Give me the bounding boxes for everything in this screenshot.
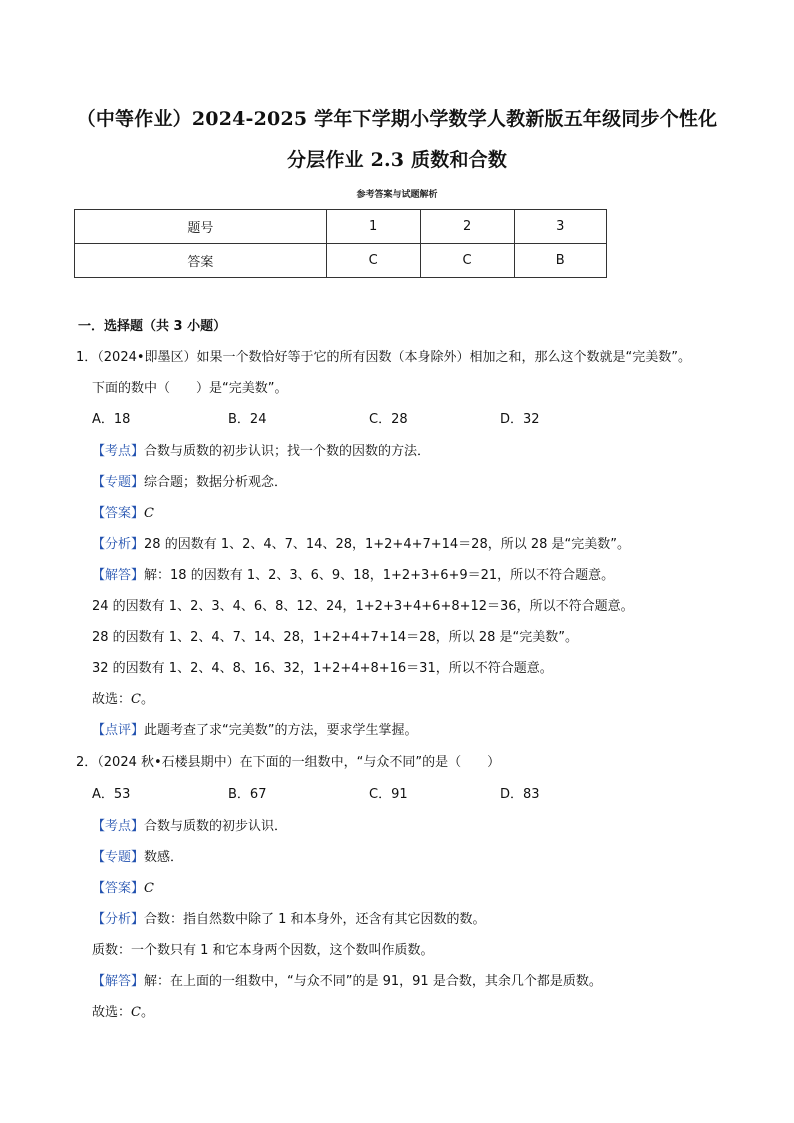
q1-dianping bbox=[92, 722, 418, 740]
table-cell-number: 1 bbox=[326, 210, 420, 244]
q1-jieda-line-3: 28 的因数有 1、2、4、7、14、28，1+2+4+7+14＝28，所以 28 是“完美数”。 bbox=[92, 630, 578, 645]
q1-option-b: B．24 bbox=[228, 412, 267, 427]
q2-zhuanti bbox=[92, 849, 183, 867]
zhuanti-label: 【专题】 bbox=[92, 850, 145, 865]
daan-label: 【答案】 bbox=[92, 506, 145, 521]
q1-stem-line-2: 下面的数中（ ）是“完美数”。 bbox=[92, 381, 288, 396]
document-title-line-2: 分层作业 2.3 质数和合数 bbox=[286, 149, 508, 171]
document-title-line-1: （中等作业）2024-2025 学年下学期小学数学人教新版五年级同步个性化 bbox=[76, 108, 718, 130]
jieda-label: 【解答】 bbox=[92, 974, 145, 989]
q2-choice-value: C bbox=[131, 1005, 141, 1020]
q1-fenxi-text: 28 的因数有 1、2、4、7、14、28，1+2+4+7+14＝28，所以 28 是“完美数”。 bbox=[144, 537, 631, 552]
q2-fenxi-text: 合数：指自然数中除了 1 和本身外，还含有其它因数的数。 bbox=[144, 912, 486, 927]
q1-jieda bbox=[92, 567, 614, 585]
q1-option-d: D．32 bbox=[500, 412, 540, 427]
kaodian-label: 【考点】 bbox=[92, 444, 145, 459]
q2-option-b: B．67 bbox=[228, 787, 267, 802]
q1-option-c: C．28 bbox=[369, 412, 408, 427]
q2-jieda-text: 解：在上面的一组数中，“与众不同”的是 91，91 是合数，其余几个都是质数。 bbox=[144, 974, 602, 989]
table-cell-number: 3 bbox=[514, 210, 606, 244]
q2-jieda bbox=[92, 973, 602, 991]
q2-choice-suffix: 。 bbox=[140, 1005, 154, 1020]
q1-jieda-line-2: 24 的因数有 1、2、3、4、6、8、12、24，1+2+3+4+6+8+12＝36，所以不符合题意。 bbox=[92, 599, 634, 614]
q2-stem-line-1: 2．（2024 秋•石楼县期中）在下面的一组数中，“与众不同”的是（ ） bbox=[76, 755, 501, 770]
document-subtitle: 参考答案与试题解析 bbox=[356, 190, 438, 200]
q1-choice-value: C bbox=[131, 692, 141, 707]
q2-fenxi-line-2: 质数：一个数只有 1 和它本身两个因数，这个数叫作质数。 bbox=[92, 943, 434, 958]
table-cell-answer: C bbox=[326, 244, 420, 278]
q2-answer bbox=[92, 880, 154, 898]
answer-table-row-numbers bbox=[75, 210, 607, 244]
q1-stem-line-1: 1．（2024•即墨区）如果一个数恰好等于它的所有因数（本身除外）相加之和，那么这个数就是“完美数”。 bbox=[76, 350, 691, 365]
zhuanti-label: 【专题】 bbox=[92, 475, 145, 490]
answer-table bbox=[74, 209, 607, 278]
q1-choice-prefix: 故选： bbox=[92, 692, 132, 707]
q2-kaodian bbox=[92, 818, 287, 836]
table-cell-answer: B bbox=[514, 244, 606, 278]
q2-kaodian-text: 合数与质数的初步认识． bbox=[144, 819, 288, 834]
q1-fenxi bbox=[92, 536, 630, 554]
table-row-label: 题号 bbox=[75, 210, 327, 244]
kaodian-label: 【考点】 bbox=[92, 819, 145, 834]
table-cell-number: 2 bbox=[420, 210, 514, 244]
q1-kaodian-text: 合数与质数的初步认识；找一个数的因数的方法． bbox=[144, 444, 431, 459]
q1-choice bbox=[92, 691, 154, 709]
q2-choice-prefix: 故选： bbox=[92, 1005, 132, 1020]
dianping-label: 【点评】 bbox=[92, 723, 145, 738]
q1-dianping-text: 此题考查了求“完美数”的方法，要求学生掌握。 bbox=[144, 723, 418, 738]
q1-answer-text: C bbox=[144, 506, 154, 521]
jieda-label: 【解答】 bbox=[92, 568, 145, 583]
q2-option-c: C．91 bbox=[369, 787, 408, 802]
q1-option-a: A．18 bbox=[92, 412, 131, 427]
section-title: 一．选择题（共 3 小题） bbox=[78, 319, 227, 334]
q1-choice-suffix: 。 bbox=[140, 692, 154, 707]
fenxi-label: 【分析】 bbox=[92, 537, 145, 552]
answer-table-row-answers bbox=[75, 244, 607, 278]
q1-answer bbox=[92, 505, 154, 523]
q1-zhuanti bbox=[92, 474, 287, 492]
daan-label: 【答案】 bbox=[92, 881, 145, 896]
table-row-label: 答案 bbox=[75, 244, 327, 278]
q2-choice bbox=[92, 1004, 154, 1022]
q2-zhuanti-text: 数感． bbox=[144, 850, 184, 865]
q1-kaodian bbox=[92, 443, 430, 461]
q2-option-a: A．53 bbox=[92, 787, 131, 802]
q1-jieda-line-4: 32 的因数有 1、2、4、8、16、32，1+2+4+8+16＝31，所以不符合题意。 bbox=[92, 661, 553, 676]
q2-option-d: D．83 bbox=[500, 787, 540, 802]
table-cell-answer: C bbox=[420, 244, 514, 278]
q2-answer-text: C bbox=[144, 881, 154, 896]
q2-fenxi bbox=[92, 911, 486, 929]
q1-zhuanti-text: 综合题；数据分析观念． bbox=[144, 475, 288, 490]
fenxi-label: 【分析】 bbox=[92, 912, 145, 927]
q1-jieda-line-1: 解：18 的因数有 1、2、3、6、9、18，1+2+3+6+9＝21，所以不符合题意。 bbox=[144, 568, 615, 583]
